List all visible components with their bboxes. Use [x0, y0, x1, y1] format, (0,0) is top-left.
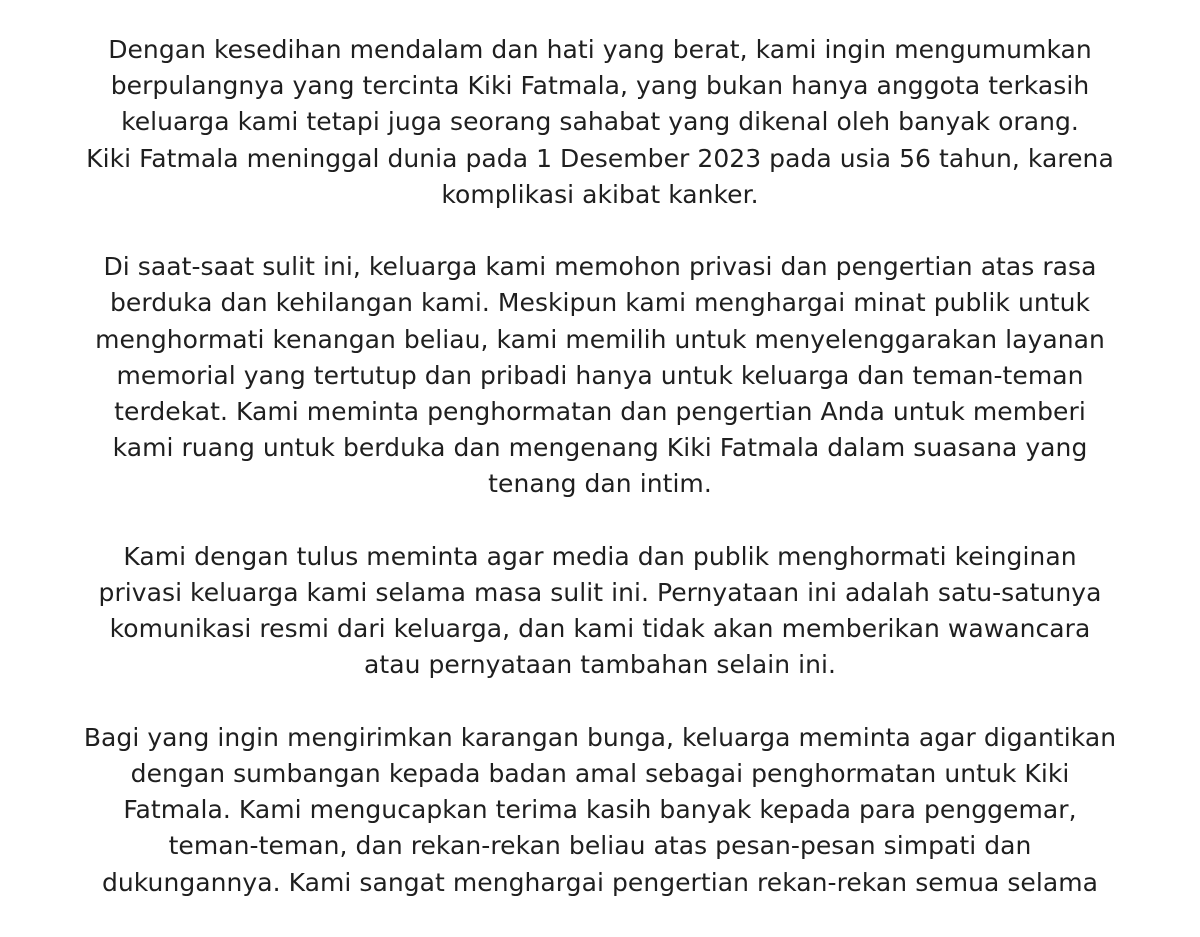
- paragraph-line: Kiki Fatmala meninggal dunia pada 1 Desember 2023 pada usia 56 tahun, karena: [86, 143, 1114, 173]
- paragraph-media-request: [0, 539, 1200, 684]
- paragraph-line: Bagi yang ingin mengirimkan karangan bunga, keluarga meminta agar digantikan: [83, 722, 1117, 752]
- paragraph-line: atau pernyataan tambahan selain ini.: [363, 650, 837, 680]
- paragraph-line: Dengan kesedihan mendalam dan hati yang berat, kami ingin mengumumkan: [108, 35, 1092, 64]
- paragraph-line: teman-teman, dan rekan-rekan beliau atas pesan-pesan simpati dan: [168, 831, 1032, 861]
- paragraph-flowers-thanks: [0, 720, 1200, 901]
- paragraph-line: keluarga kami tetapi juga seorang sahabat yang dikenal oleh banyak orang.: [121, 107, 1079, 137]
- paragraph-line: Fatmala. Kami mengucapkan terima kasih banyak kepada para penggemar,: [123, 795, 1077, 825]
- paragraph-line: dukungannya. Kami sangat menghargai pengertian rekan-rekan semua selama: [101, 867, 1099, 897]
- paragraph-line: privasi keluarga kami selama masa sulit ini. Pernyataan ini adalah satu-satunya: [98, 578, 1102, 608]
- paragraph-line: terdekat. Kami meminta penghormatan dan pengertian Anda untuk memberi: [114, 397, 1086, 427]
- paragraph-line: memorial yang tertutup dan pribadi hanya untuk keluarga dan teman-teman: [116, 360, 1084, 390]
- paragraph-line: Di saat-saat sulit ini, keluarga kami memohon privasi dan pengertian atas rasa: [103, 252, 1097, 282]
- paragraph-line: tenang dan intim.: [488, 469, 712, 499]
- paragraph-line: menghormati kenangan beliau, kami memilih untuk menyelenggarakan layanan: [95, 324, 1105, 354]
- paragraph-line: Kami dengan tulus meminta agar media dan publik menghormati keinginan: [123, 541, 1077, 571]
- paragraph-line: dengan sumbangan kepada badan amal sebagai penghormatan untuk Kiki: [130, 759, 1070, 789]
- paragraph-line: berpulangnya yang tercinta Kiki Fatmala, yang bukan hanya anggota terkasih: [110, 71, 1090, 101]
- paragraph-line: kami ruang untuk berduka dan mengenang Kiki Fatmala dalam suasana yang: [112, 433, 1088, 463]
- family-statement: [0, 32, 1200, 937]
- paragraph-announcement: [0, 32, 1200, 213]
- paragraph-privacy-request: [0, 249, 1200, 502]
- paragraph-line: komplikasi akibat kanker.: [441, 179, 759, 209]
- paragraph-line: komunikasi resmi dari keluarga, dan kami tidak akan memberikan wawancara: [109, 614, 1091, 644]
- paragraph-line: berduka dan kehilangan kami. Meskipun kami menghargai minat publik untuk: [109, 288, 1091, 318]
